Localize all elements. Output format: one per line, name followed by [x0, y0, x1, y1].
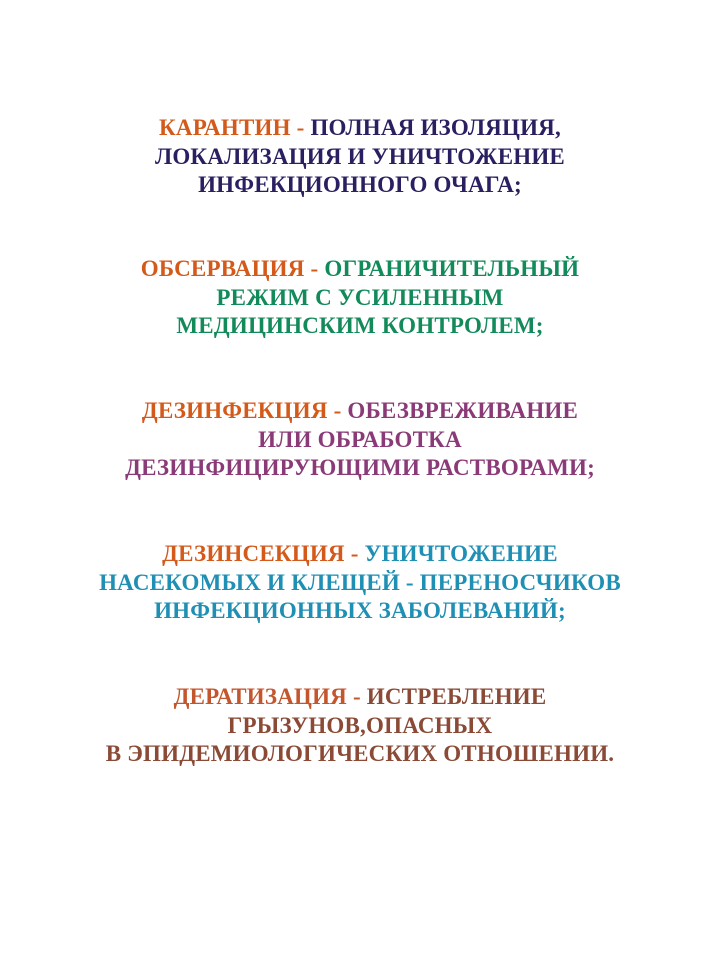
definition-observacia [0, 255, 720, 341]
definition-text: ИСТРЕБЛЕНИЕ [366, 684, 547, 709]
definition-text: ОБЕЗВРЕЖИВАНИЕ [347, 398, 579, 423]
definition-first-line [0, 683, 720, 712]
definition-dezinfekcia [0, 397, 720, 483]
definition-dezinsekcia [0, 540, 720, 626]
definition-text: УНИЧТОЖЕНИЕ [364, 541, 558, 566]
definition-karantin [0, 114, 720, 200]
term-label: КАРАНТИН [159, 115, 291, 140]
definition-first-line [0, 397, 720, 426]
definition-text: ОГРАНИЧИТЕЛЬНЫЙ [324, 256, 580, 281]
term-separator: - [304, 256, 325, 281]
definition-first-line [0, 255, 720, 284]
term-separator: - [290, 115, 311, 140]
term-label: ДЕЗИНСЕКЦИЯ [162, 541, 345, 566]
definition-text: ИНФЕКЦИОННЫХ ЗАБОЛЕВАНИЙ; [154, 598, 566, 623]
definition-text: НАСЕКОМЫХ И КЛЕЩЕЙ - ПЕРЕНОСЧИКОВ [99, 569, 621, 595]
definition-text: ПОЛНАЯ ИЗОЛЯЦИЯ, [310, 115, 561, 140]
definition-deratizacia [0, 683, 720, 769]
definition-text: ЛОКАЛИЗАЦИЯ И УНИЧТОЖЕНИЕ [155, 143, 565, 169]
term-separator: - [344, 541, 365, 566]
definition-text: МЕДИЦИНСКИМ КОНТРОЛЕМ; [176, 313, 544, 338]
term-label: ДЕРАТИЗАЦИЯ [173, 684, 347, 709]
term-separator: - [347, 684, 367, 709]
definition-first-line [0, 114, 720, 143]
term-label: ОБСЕРВАЦИЯ [140, 256, 305, 281]
definition-text: ИНФЕКЦИОННОГО ОЧАГА; [198, 172, 522, 197]
definition-text: В ЭПИДЕМИОЛОГИЧЕСКИХ ОТНОШЕНИИ. [105, 741, 615, 766]
term-separator: - [327, 398, 348, 423]
definition-text: ГРЫЗУНОВ,ОПАСНЫХ [227, 712, 493, 738]
definition-first-line [0, 540, 720, 569]
definition-text: РЕЖИМ С УСИЛЕННЫМ [216, 284, 504, 310]
definition-text: ДЕЗИНФИЦИРУЮЩИМИ РАСТВОРАМИ; [125, 455, 595, 480]
term-label: ДЕЗИНФЕКЦИЯ [141, 398, 328, 423]
definition-text: ИЛИ ОБРАБОТКА [258, 426, 462, 452]
